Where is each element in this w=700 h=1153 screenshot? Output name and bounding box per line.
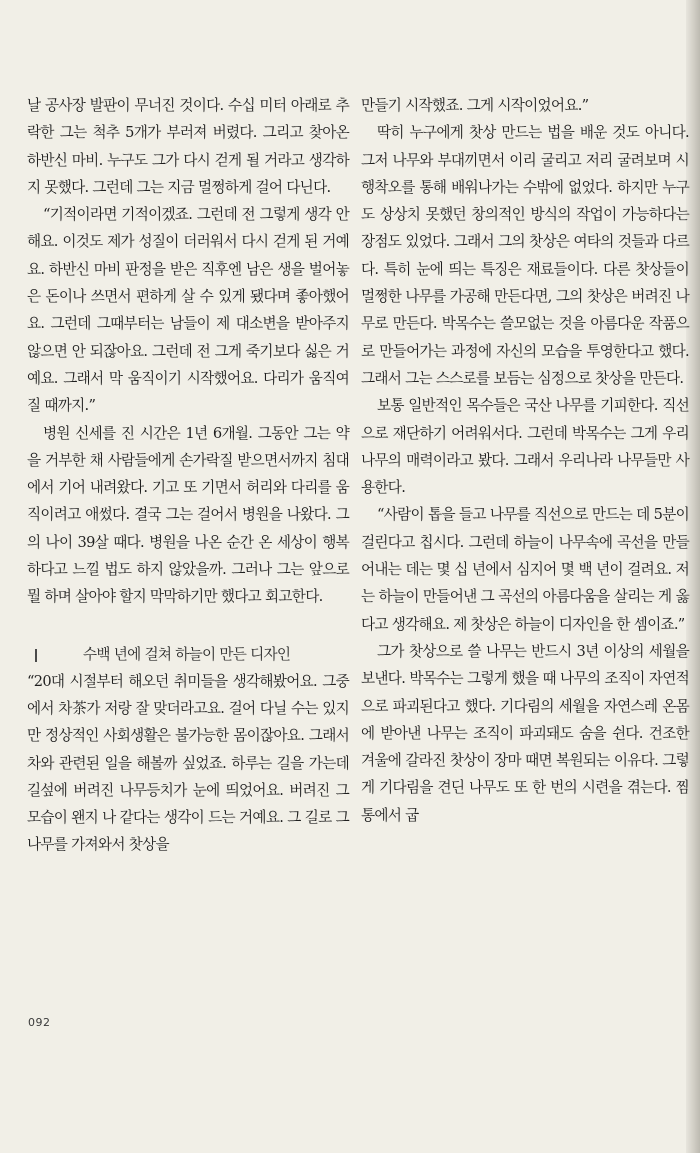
section-gap	[27, 611, 349, 641]
paragraph: 만들기 시작했죠. 그게 시작이었어요.”	[361, 97, 589, 114]
paragraph: 그가 찻상으로 쓸 나무는 반드시 3년 이상의 세월을 보낸다. 박목수는 그렇게 했을 때 나무의 조직이 자연적으로 파괴된다고 했다. 기다림의 세월을 자연스레 온몸에 받아낸 나무는 조직이 파괴돼도 숨을 쉰다. 건조한 겨울에 갈라진 찻상이 장마 때면 복원되는 이유다. 그렇게 기다림을 견딘 나무도 또 한 번의 시련을 겪는다. 찜통에서 굽	[361, 642, 689, 824]
paragraph: 보통 일반적인 목수들은 국산 나무를 기피한다. 직선으로 재단하기 어려워서다. 그런데 박목수는 그게 우리 나무의 매력이라고 봤다. 그래서 우리나라 나무들만 사용한다.	[361, 397, 689, 497]
paragraph: 딱히 누구에게 찻상 만드는 법을 배운 것도 아니다. 그저 나무와 부대끼면서 이리 굴리고 저리 굴려보며 시행착오를 통해 배워나가는 수밖에 없었다. 하지만 누구도 상상치 못했던 창의적인 방식의 작업이 가능하다는 장점도 있었다. 그래서 그의 찻상은 여타의 것들과 다르다. 특히 눈에 띄는 특징은 재료들이다. 다른 찻상들이 멀쩡한 나무를 가공해 만든다면, 그의 찻상은 버려진 나무로 만든다. 박목수는 쓸모없는 것을 아름다운 작품으로 만들어가는 과정에 자신의 모습을 투영한다고 했다. 그래서 그는 스스로를 보듬는 심정으로 찻상을 만든다.	[361, 124, 689, 387]
heading-bar-icon	[35, 649, 37, 662]
quote-paragraph: “사람이 톱을 들고 나무를 직선으로 만드는 데 5분이 걸린다고 칩시다. 그런데 하늘이 나무속에 곡선을 만들어내는 데는 몇 십 년에서 심지어 몇 백 년이 걸려요. 저는 하늘이 만들어낸 그 곡선의 아름다움을 살리는 게 옳다고 생각해요. 제 찻상은 하늘이 디자인을 한 셈이죠.”	[361, 506, 689, 633]
right-column	[361, 92, 689, 829]
page-number: 092	[28, 1016, 51, 1029]
left-column	[27, 92, 349, 859]
quote-paragraph: “기적이라면 기적이겠죠. 그런데 전 그렇게 생각 안 해요. 이것도 제가 성질이 더러워서 다시 걷게 된 거예요. 하반신 마비 판정을 받은 직후엔 남은 생을 벌어놓은 돈이나 쓰면서 편하게 살 수 있게 됐다며 좋아했어요. 그런데 그때부터는 남들이 제 대소변을 받아주지 않으면 안 되잖아요. 그런데 전 그게 죽기보다 싫은 거예요. 그래서 막 움직이기 시작했어요. 다리가 움직여질 때까지.”	[27, 206, 349, 415]
paragraph: 날 공사장 발판이 무너진 것이다. 수십 미터 아래로 추락한 그는 척추 5개가 부러져 버렸다. 그리고 찾아온 하반신 마비. 누구도 그가 다시 걷게 될 거라고 생각하지 못했다. 그런데 그는 지금 멀쩡하게 걸어 다닌다.	[27, 97, 349, 196]
paragraph: 병원 신세를 진 시간은 1년 6개월. 그동안 그는 약을 거부한 채 사람들에게 손가락질 받으면서까지 침대에서 기어 내려왔다. 기고 또 기면서 허리와 다리를 움직이려고 애썼다. 결국 그는 걸어서 병원을 나왔다. 그의 나이 39살 때다. 병원을 나온 순간 온 세상이 행복하다고 느낄 법도 하지 않았을까. 그러나 그는 앞으로 뭘 하며 살아야 할지 막막하기만 했다고 회고한다.	[27, 424, 349, 606]
section-heading-text: 수백 년에 걸쳐 하늘이 만든 디자인	[83, 645, 291, 663]
quote-paragraph: “20대 시절부터 해오던 취미들을 생각해봤어요. 그중에서 차茶가 저랑 잘 맞더라고요. 걸어 다닐 수는 있지만 정상적인 사회생활은 불가능한 몸이잖아요. 그래서 차와 관련된 일을 해볼까 싶었죠. 하루는 길을 가는데 길섶에 버려진 나무등치가 눈에 띄었어요. 버려진 그 모습이 왠지 나 같다는 생각이 드는 거예요. 그 길로 그 나무를 가져와서 찻상을	[27, 672, 349, 854]
section-heading	[27, 641, 349, 668]
